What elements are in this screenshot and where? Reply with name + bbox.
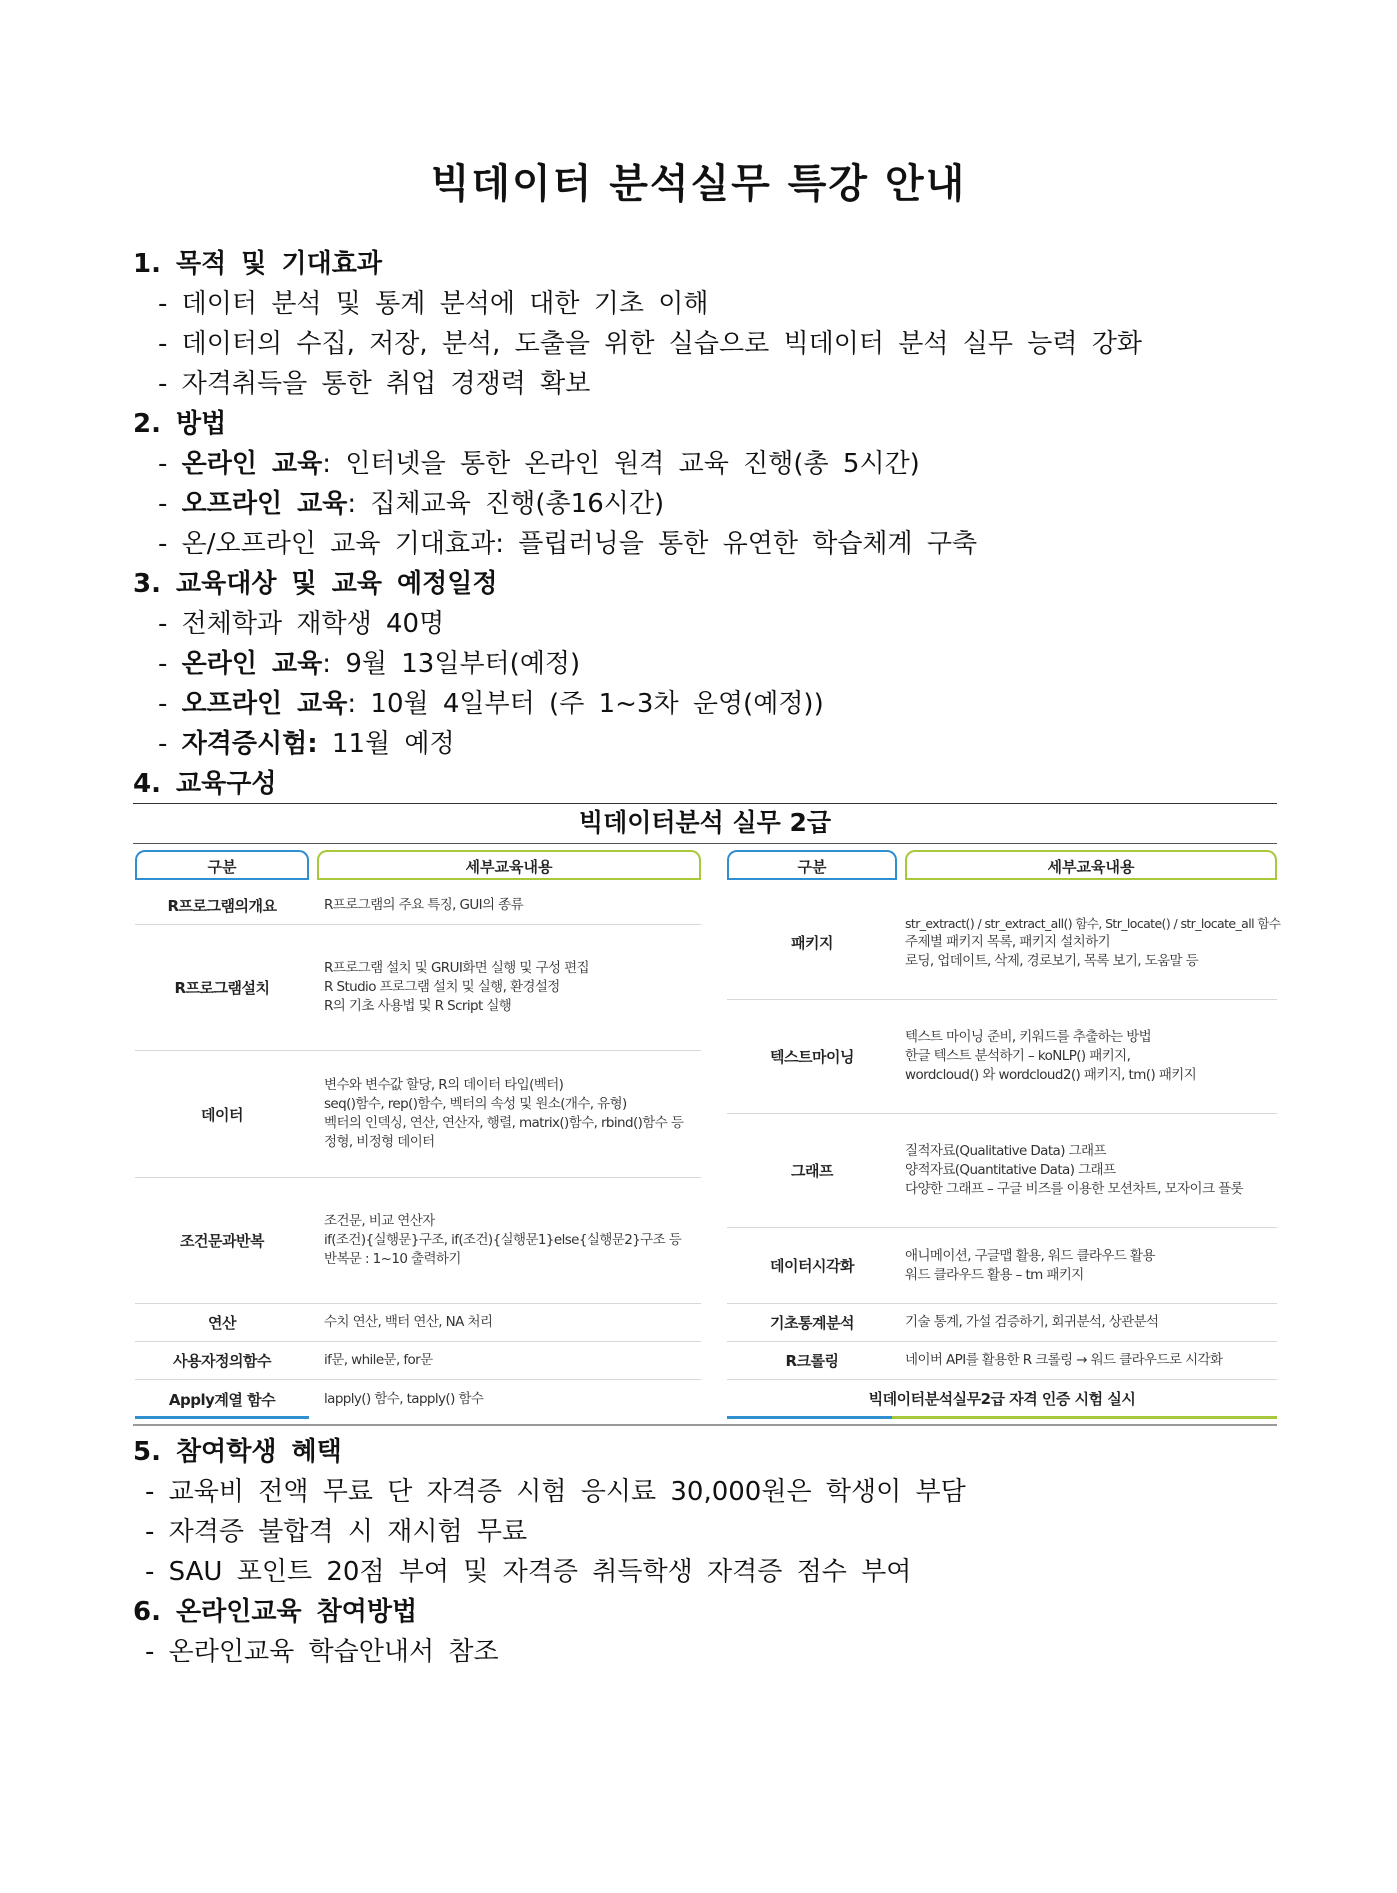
row-category: 데이터시각화 xyxy=(770,1257,854,1275)
table-row xyxy=(135,886,701,925)
row-category: R프로그램의개요 xyxy=(167,896,277,915)
section-heading-schedule: 3. 교육대상 및 교육 예정일정 xyxy=(133,569,498,599)
list-item: - 교육비 전액 무료 단 자격증 시험 응시료 30,000원은 학생이 부담 xyxy=(145,1477,966,1507)
header-underline xyxy=(135,878,309,880)
list-item: - SAU 포인트 20점 부여 및 자격증 취득학생 자격증 점수 부여 xyxy=(145,1557,912,1587)
row-category: 그래프 xyxy=(791,1162,833,1180)
table-row xyxy=(135,925,701,1051)
certification-row: 빅데이터분석실무2급 자격 인증 시험 실시 xyxy=(868,1389,1136,1408)
row-detail: lapply() 함수, tapply() 함수 xyxy=(324,1390,484,1407)
row-detail: 변수와 변수값 할당, R의 데이터 타입(벡터) seq()함수, rep()함수, 벡터의 속성 및 원소(개수, 유형) 벡터의 인덱싱, 연산, 연산자, 행렬, matrix()함수, rbind()함수 등 정형, 비정형 데이터 xyxy=(324,1077,684,1150)
row-detail: 기술 통계, 가설 검증하기, 회귀분석, 상관분석 xyxy=(905,1314,1159,1330)
table-row xyxy=(135,1178,701,1304)
list-item: - 온라인교육 학습안내서 참조 xyxy=(145,1637,499,1667)
row-category: 사용자정의함수 xyxy=(173,1352,271,1370)
row-category: 텍스트마이닝 xyxy=(770,1048,854,1066)
list-item: - 온라인 교육: 9월 13일부터(예정) xyxy=(158,649,581,679)
row-category: 기초통계분석 xyxy=(770,1314,854,1332)
header-category: 구분 xyxy=(727,850,897,880)
row-underline xyxy=(727,1416,892,1419)
table-row xyxy=(727,1228,1277,1304)
list-item: - 데이터 분석 및 통계 분석에 대한 기초 이해 xyxy=(158,289,709,319)
table-row xyxy=(727,1114,1277,1228)
curriculum-title: 빅데이터분석 실무 2급 xyxy=(578,808,832,837)
table-row xyxy=(135,1051,701,1178)
row-detail: if문, while문, for문 xyxy=(324,1352,433,1368)
row-detail: 조건문, 비교 연산자 if(조건){실행문}구조, if(조건){실행문1}else{실행문2}구조 등 반복문 : 1~10 출력하기 xyxy=(324,1213,682,1267)
content-top xyxy=(133,244,1283,804)
section-heading-benefits: 5. 참여학생 혜택 xyxy=(133,1437,342,1467)
header-underline xyxy=(317,878,701,880)
table-row xyxy=(727,1342,1277,1380)
list-item: - 오프라인 교육: 집체교육 진행(총16시간) xyxy=(158,489,665,519)
list-item: - 오프라인 교육: 10월 4일부터 (주 1~3차 운영(예정)) xyxy=(158,689,824,719)
row-category: R프로그램설치 xyxy=(174,979,270,997)
table-row xyxy=(727,886,1281,1000)
list-item: - 온/오프라인 교육 기대효과: 플립러닝을 통한 유연한 학습체계 구축 xyxy=(158,529,978,559)
row-category: 데이터 xyxy=(201,1105,243,1124)
row-detail: R프로그램 설치 및 GRUI화면 실행 및 구성 편집 R Studio 프로그램 설치 및 실행, 환경설정 R의 기초 사용법 및 R Script 실행 xyxy=(324,960,589,1014)
row-detail: 텍스트 마이닝 준비, 키워드를 추출하는 방법 한글 텍스트 분석하기 – koNLP() 패키지, wordcloud() 와 wordcloud2() 패키지, tm() 패키지 xyxy=(905,1029,1197,1083)
list-item: - 온라인 교육: 인터넷을 통한 온라인 원격 교육 진행(총 5시간) xyxy=(158,449,920,479)
section-heading-online-method: 6. 온라인교육 참여방법 xyxy=(133,1597,418,1627)
curriculum-table xyxy=(133,803,1281,1426)
header-category: 구분 xyxy=(135,850,309,880)
row-detail: 질적자료(Qualitative Data) 그래프 양적자료(Quantitative Data) 그래프 다양한 그래프 – 구글 비즈를 이용한 모션차트, 모자이크 플롯 xyxy=(905,1143,1243,1197)
table-row xyxy=(135,1304,701,1342)
row-category: 조건문과반복 xyxy=(180,1232,264,1250)
row-detail: str_extract() / str_extract_all() 함수, Str_locate() / str_locate_all 함수 주제별 패키지 목록, 패키지 설치하기 로딩, 업데이트, 삭제, 경로보기, 목록 보기, 도움말 등 xyxy=(905,916,1281,969)
page-title: 빅데이터 분석실무 특강 안내 xyxy=(430,161,967,207)
list-item: - 전체학과 재학생 40명 xyxy=(158,609,445,639)
header-detail: 세부교육내용 xyxy=(317,850,701,880)
list-item: - 자격증 불합격 시 재시험 무료 xyxy=(145,1517,528,1547)
list-item: - 자격취득을 통한 취업 경쟁력 확보 xyxy=(158,369,591,399)
table-row xyxy=(135,1380,701,1418)
row-underline xyxy=(892,1416,1277,1419)
row-category: 패키지 xyxy=(791,934,833,952)
divider xyxy=(133,843,1277,844)
section-heading-method: 2. 방법 xyxy=(133,409,227,439)
list-item: - 데이터의 수집, 저장, 분석, 도출을 위한 실습으로 빅데이터 분석 실무 능력 강화 xyxy=(158,329,1142,359)
section-heading-purpose: 1. 목적 및 기대효과 xyxy=(133,249,382,279)
header-detail: 세부교육내용 xyxy=(905,850,1277,880)
row-detail: 애니메이션, 구글맵 활용, 워드 클라우드 활용 워드 클라우드 활용 – tm 패키지 xyxy=(905,1247,1155,1283)
row-detail: 네이버 API를 활용한 R 크롤링 → 워드 클라우드로 시각화 xyxy=(905,1352,1223,1368)
content-bottom xyxy=(133,1432,1283,1672)
header-underline xyxy=(727,878,897,880)
table-row xyxy=(135,1342,701,1380)
section-heading-composition: 4. 교육구성 xyxy=(133,769,277,799)
row-category: R크롤링 xyxy=(785,1352,839,1370)
header-underline xyxy=(905,878,1277,880)
table-row xyxy=(727,1000,1277,1114)
table-row xyxy=(727,1304,1277,1342)
row-detail: 수치 연산, 백터 연산, NA 처리 xyxy=(324,1314,493,1330)
row-category: 연산 xyxy=(208,1314,236,1332)
divider xyxy=(133,803,1277,804)
row-underline xyxy=(135,1416,309,1419)
row-detail: R프로그램의 주요 특징, GUI의 종류 xyxy=(324,896,524,913)
divider xyxy=(133,1424,1277,1426)
list-item: - 자격증시험: 11월 예정 xyxy=(158,729,455,759)
row-category: Apply계열 함수 xyxy=(168,1390,276,1409)
